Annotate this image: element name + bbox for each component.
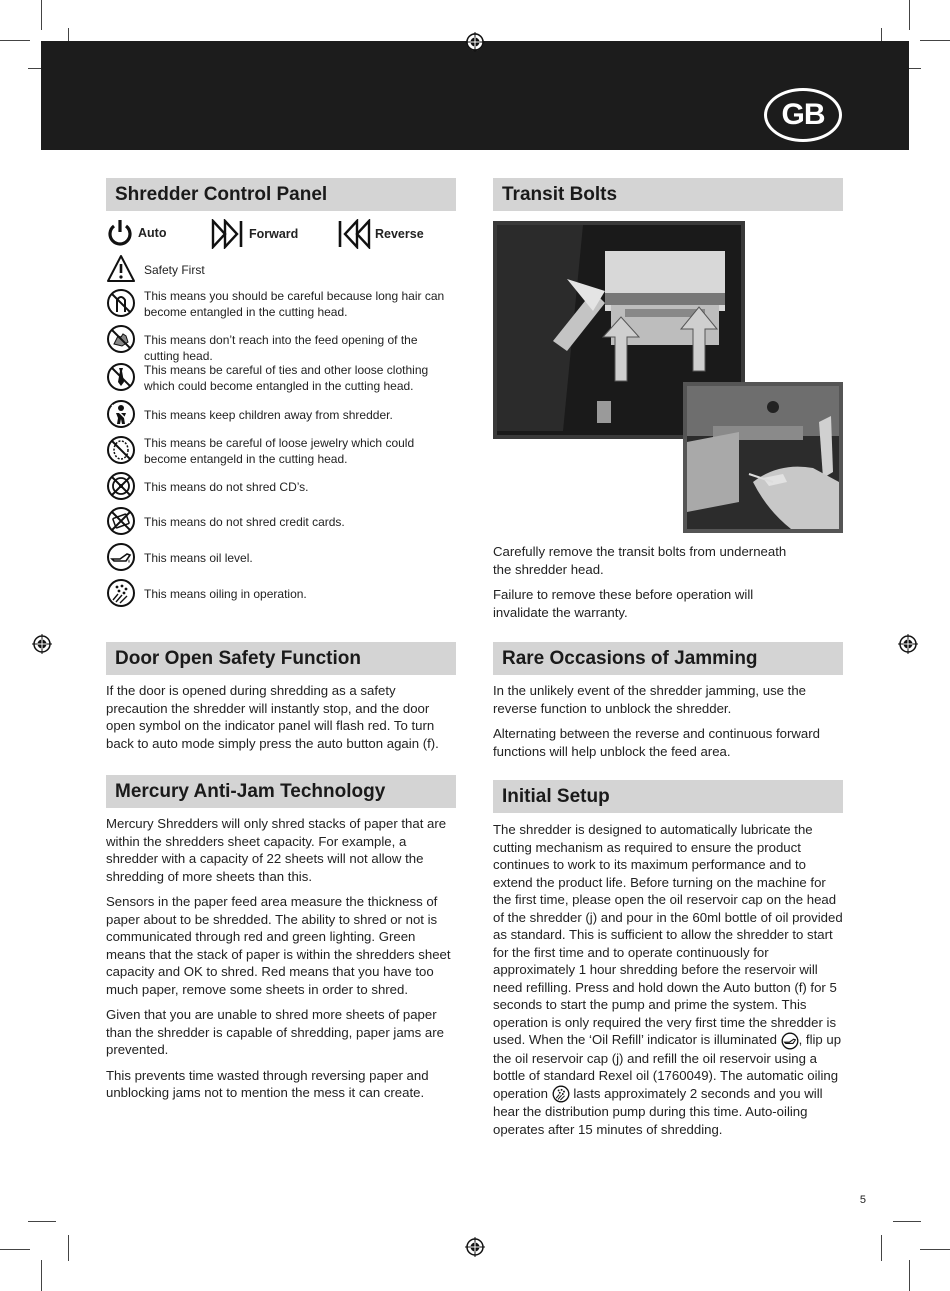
registration-mark-icon bbox=[465, 32, 485, 52]
child-icon bbox=[106, 399, 136, 429]
symbol-row: This means oiling in operation. bbox=[106, 578, 449, 608]
crop-mark bbox=[41, 0, 42, 30]
jamming-heading: Rare Occasions of Jamming bbox=[493, 642, 843, 675]
crop-mark bbox=[41, 1260, 42, 1291]
long-hair-icon bbox=[106, 288, 136, 318]
anti-jam-heading: Mercury Anti-Jam Technology bbox=[106, 775, 456, 808]
crop-mark bbox=[909, 1260, 910, 1291]
jewelry-icon bbox=[106, 435, 136, 465]
crop-mark bbox=[893, 1221, 921, 1222]
jamming-text: In the unlikely event of the shredder jamming, use the reverse function to unblock the shredder. Alternating between the reverse and continuous forward functions will help unblock the feed area. bbox=[493, 683, 820, 759]
symbol-row: This means do not shred credit cards. bbox=[106, 506, 449, 536]
control-forward: Forward bbox=[211, 219, 298, 249]
page-number: 5 bbox=[859, 1194, 866, 1206]
crop-mark bbox=[0, 1249, 30, 1250]
symbol-row: This means be careful of loose jewelry which could become entangeld in the cutting head. bbox=[106, 435, 449, 467]
bolt-removal-photo bbox=[683, 382, 843, 533]
transit-bolts-heading: Transit Bolts bbox=[493, 178, 843, 211]
symbol-row: This means you should be careful because long hair can become entangled in the cutting head. bbox=[106, 288, 449, 320]
tie-icon bbox=[106, 362, 136, 392]
registration-mark-icon bbox=[32, 634, 52, 654]
oil-level-icon bbox=[106, 542, 136, 572]
symbol-row: This means be careful of ties and other loose clothing which could become entangled in the cutting head. bbox=[106, 362, 449, 394]
forward-icon bbox=[211, 219, 245, 249]
door-open-heading: Door Open Safety Function bbox=[106, 642, 456, 675]
registration-mark-icon bbox=[465, 1237, 485, 1257]
control-auto: Auto bbox=[106, 219, 166, 247]
initial-setup-text: The shredder is designed to automatically lubricate the cutting mechanism as required to ensure the product continues to work to its maximum performance and to extend the product life. Before turning on the machine for the first time, please open the oil reservoir cap on the head of the shredder (j) and pour in the 60ml bottle of oil provided as standard. This is sufficient to allow the shredder to start for the first time and to operate continuously for approximately 1 hour shredding before the reservoir will need refilling. Press and hold down the Auto button (f) for 5 seconds to start the pump and prime the system. This operation is only required the very first time the shredder is used. When the ‘Oil Refill’ indicator is illuminated , flip up the oil reservoir cap (j) and refill the oil reservoir using a bottle of standard Rexel oil (1760049). The automatic oiling operation lasts approximately 2 seconds and you will hear the distribution pump during this time. Auto-oiling operates after 15 minutes of shredding. bbox=[493, 822, 843, 1137]
crop-mark bbox=[28, 1221, 56, 1222]
language-badge: GB bbox=[764, 88, 842, 142]
symbol-row: This means keep children away from shredder. bbox=[106, 399, 449, 429]
crop-mark bbox=[881, 1235, 882, 1261]
transit-bolts-text: Carefully remove the transit bolts from underneath the shredder head. Failure to remove these before operation will invalidate the warranty. bbox=[493, 544, 787, 620]
crop-mark bbox=[920, 40, 950, 41]
anti-jam-text: Mercury Shredders will only shred stacks of paper that are within the shredders sheet capacity. For example, a shredder with a capacity of 22 sheets will not allow the shredding of more sheets than this. Sensors in the paper feed area measure the thickness of paper about to be shredded. The ability to shred or not is communicated through red and green lighting. Green means that the stack of paper is within the shredders sheet capacity and OK to shred. Red means that you have too much paper, remove some sheets in order to shred. Given that you are unable to shred more sheets of paper than the shredder is capable of shredding, paper jams are prevented. This prevents time wasted through reversing paper and unblocking jams not to mention the mess it can create. bbox=[106, 816, 451, 1100]
door-open-text: If the door is opened during shredding as a safety precaution the shredder will instantly stop, and the door open symbol on the indicator panel will flash red. To turn back to auto mode simply press the auto button again (f). bbox=[106, 683, 439, 751]
symbol-row: This means don’t reach into the feed opening of the cutting head. bbox=[106, 324, 449, 364]
symbol-row: This means do not shred CD’s. bbox=[106, 471, 449, 501]
no-hand-icon bbox=[106, 324, 136, 354]
no-credit-card-icon bbox=[106, 506, 136, 536]
crop-mark bbox=[68, 1235, 69, 1261]
registration-mark-icon bbox=[898, 634, 918, 654]
crop-mark bbox=[909, 0, 910, 30]
warning-icon bbox=[106, 254, 136, 284]
crop-mark bbox=[0, 40, 30, 41]
oiling-icon bbox=[106, 578, 136, 608]
power-icon bbox=[106, 219, 134, 247]
symbol-row: This means oil level. bbox=[106, 542, 449, 572]
control-panel-heading: Shredder Control Panel bbox=[106, 178, 456, 211]
no-cd-icon bbox=[106, 471, 136, 501]
oil-level-icon bbox=[781, 1032, 799, 1050]
oiling-icon bbox=[552, 1085, 570, 1103]
crop-mark bbox=[920, 1249, 950, 1250]
initial-setup-heading: Initial Setup bbox=[493, 780, 843, 813]
control-reverse: Reverse bbox=[337, 219, 424, 249]
reverse-icon bbox=[337, 219, 371, 249]
symbol-row: Safety First bbox=[106, 254, 449, 284]
